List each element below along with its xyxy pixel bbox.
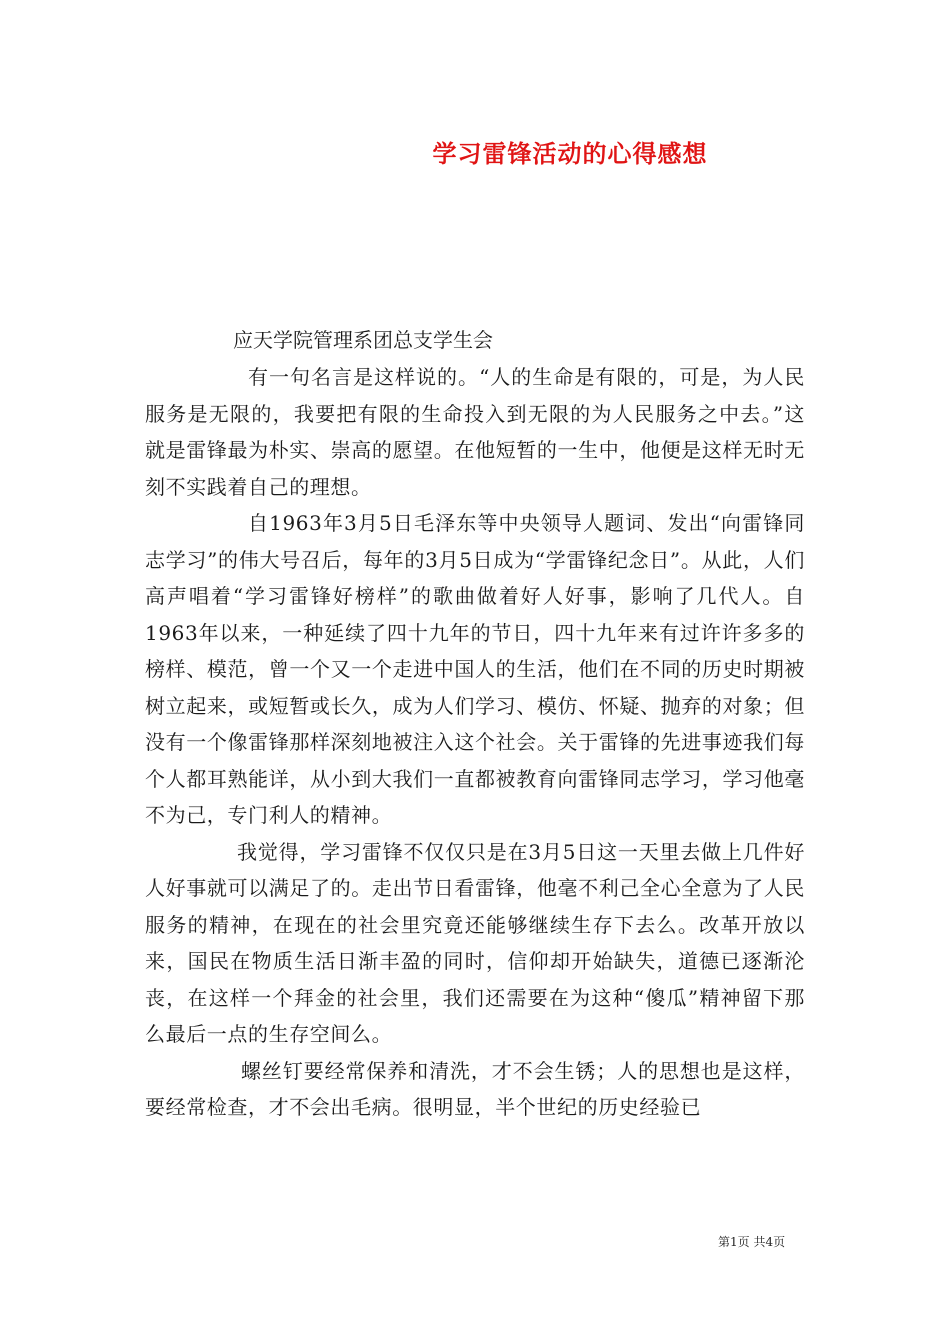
paragraph-3: 我觉得，学习雷锋不仅仅只是在3月5日这一天里去做上几件好人好事就可以满足了的。走出节日看雷锋，他毫不利己全心全意为了人民服务的精神，在现在的社会里究竟还能够继续生存下去么。改革开放以来，国民在物质生活日渐丰盈的同时，信仰却开始缺失，道德已逐渐沦丧，在这样一个拜金的社会里，我们还需要在为这种“傻瓜”精神留下那么最后一点的生存空间么。 [145, 839, 805, 1046]
page-number-footer: 第1页 共4页 [718, 1235, 786, 1249]
document-body [145, 359, 805, 1126]
paragraph-1: 有一句名言是这样说的。“人的生命是有限的，可是，为人民服务是无限的，我要把有限的生命投入到无限的为人民服务之中去。”这就是雷锋最为朴实、崇高的愿望。在他短暂的一生中，他便是这样无时无刻不实践着自己的理想。 [145, 365, 805, 499]
paragraph-2: 自1963年3月5日毛泽东等中央领导人题词、发出“向雷锋同志学习”的伟大号召后，每年的3月5日成为“学雷锋纪念日”。从此，人们高声唱着“学习雷锋好榜样”的歌曲做着好人好事，影响了几代人。自1963年以来，一种延续了四十九年的节日，四十九年来有过许许多多的榜样、模范，曾一个又一个走进中国人的生活，他们在不同的历史时期被树立起来，或短暂或长久，成为人们学习、模仿、怀疑、抛弃的对象；但没有一个像雷锋那样深刻地被注入这个社会。关于雷锋的先进事迹我们每个人都耳熟能详，从小到大我们一直都被教育向雷锋同志学习，学习他毫不为己，专门利人的精神。 [145, 511, 805, 827]
paragraph-4: 螺丝钉要经常保养和清洗，才不会生锈；人的思想也是这样，要经常检查，才不会出毛病。很明显，半个世纪的历史经验已 [145, 1058, 805, 1119]
author-organization: 应天学院管理系团总支学生会 [233, 328, 493, 352]
document-title: 学习雷锋活动的心得感想 [432, 140, 708, 168]
